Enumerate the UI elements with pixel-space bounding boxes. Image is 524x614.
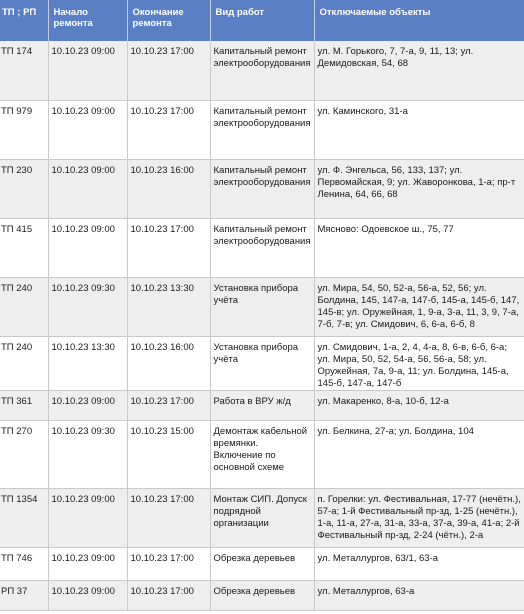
cell-end: 10.10.23 17:00 [127, 488, 210, 547]
cell-work-type: Капитальный ремонт электрооборудования [210, 41, 314, 100]
header-objects: Отключаемые объекты [314, 0, 524, 41]
cell-start: 10.10.23 09:00 [48, 100, 127, 159]
objects-line: Фестивальный пр-зд, 2-24 (чётн.), 2-а [317, 529, 484, 541]
cell-work-type: Капитальный ремонт электрооборудования [210, 159, 314, 218]
objects-line: ул. Металлургов, 63-а [317, 585, 415, 597]
cell-objects [314, 41, 524, 100]
table-row [0, 488, 524, 547]
cell-end: 10.10.23 16:00 [127, 336, 210, 390]
objects-line: ул. Белкина, 27-а; ул. Болдина, 104 [317, 425, 474, 437]
header-work: Вид работ [210, 0, 314, 41]
cell-objects [314, 580, 524, 610]
objects-line: Первомайская, 9; ул. Жаворонкова, 1-а; пр-т [317, 176, 516, 188]
table-row [0, 580, 524, 610]
cell-work-type: Установка прибора учёта [210, 277, 314, 336]
table-row [0, 218, 524, 277]
table-row [0, 336, 524, 390]
objects-line: ул. Металлургов, 63/1, 63-а [317, 552, 439, 564]
cell-tp: ТП 240 [0, 277, 48, 336]
cell-work-type: Обрезка деревьев [210, 547, 314, 580]
cell-tp: ТП 746 [0, 547, 48, 580]
cell-work-type: Капитальный ремонт электрооборудования [210, 218, 314, 277]
objects-line: 7-б, 7-в; ул. Смидович, 6, 6-а, 6-б, 8 [317, 318, 475, 330]
objects-line: ул. Каминского, 31-а [317, 105, 408, 117]
cell-tp: ТП 979 [0, 100, 48, 159]
cell-tp: ТП 361 [0, 390, 48, 420]
cell-tp: ТП 415 [0, 218, 48, 277]
cell-work-type: Монтаж СИП. Допуск подрядной организации [210, 488, 314, 547]
objects-line: ул. Мира, 54, 50, 52-а, 56-а, 52, 56; ул. [317, 282, 487, 294]
objects-line: ул. Ф. Энгельса, 56, 133, 137; ул. [317, 164, 463, 176]
table-row [0, 41, 524, 100]
header-start: Начало ремонта [48, 0, 127, 41]
cell-start: 10.10.23 09:00 [48, 218, 127, 277]
objects-line: 57-а; 1-й Фестивальный пр-зд, 1-25 (нечётн.), [317, 505, 518, 517]
cell-end: 10.10.23 17:00 [127, 390, 210, 420]
objects-line: ул. М. Горького, 7, 7-а, 9, 11, 13; ул. [317, 46, 474, 57]
table-row [0, 390, 524, 420]
cell-objects [314, 159, 524, 218]
cell-end: 10.10.23 15:00 [127, 420, 210, 488]
cell-start: 10.10.23 09:00 [48, 488, 127, 547]
table-row [0, 547, 524, 580]
table-row [0, 277, 524, 336]
cell-end: 10.10.23 17:00 [127, 100, 210, 159]
table-row [0, 100, 524, 159]
header-row [0, 0, 524, 41]
cell-tp: ТП 1354 [0, 488, 48, 547]
cell-work-type: Работа в ВРУ ж/д [210, 390, 314, 420]
cell-objects [314, 100, 524, 159]
objects-line: Ленина, 64, 66, 68 [317, 188, 398, 200]
cell-end: 10.10.23 17:00 [127, 41, 210, 100]
table-row [0, 159, 524, 218]
cell-start: 10.10.23 09:00 [48, 41, 127, 100]
objects-line: Мясново: Одоевское ш., 75, 77 [317, 223, 454, 235]
cell-objects [314, 390, 524, 420]
cell-objects [314, 218, 524, 277]
cell-tp: ТП 230 [0, 159, 48, 218]
cell-objects [314, 488, 524, 547]
cell-start: 10.10.23 09:30 [48, 277, 127, 336]
cell-tp: РП 37 [0, 580, 48, 610]
objects-line: Оружейная, 7а, 9-а, 11; ул. Болдина, 145-а, [317, 365, 509, 377]
cell-end: 10.10.23 17:00 [127, 218, 210, 277]
cell-start: 10.10.23 09:00 [48, 547, 127, 580]
cell-objects [314, 547, 524, 580]
header-tp: ТП ; РП [0, 0, 48, 41]
cell-tp: ТП 270 [0, 420, 48, 488]
cell-start: 10.10.23 09:00 [48, 390, 127, 420]
table-header [0, 0, 524, 41]
cell-work-type: Демонтаж кабельной времянки. Включение по основной схеме [210, 420, 314, 488]
cell-work-type: Установка прибора учёта [210, 336, 314, 390]
cell-work-type: Капитальный ремонт электрооборудования [210, 100, 314, 159]
cell-start: 10.10.23 13:30 [48, 336, 127, 390]
cell-tp: ТП 174 [0, 41, 48, 100]
objects-line: ул. Макаренко, 8-а, 10-б, 12-а [317, 395, 449, 407]
objects-line: 145-в; ул. Оружейная, 1, 9-а, 3-а, 11, 3, 9, 7-а, [317, 306, 519, 318]
objects-line: 1-а, 11-а, 27-а, 31-а, 33-а, 37-а, 39-а, 41-а; 2-й [317, 517, 520, 529]
objects-line: 145-б, 147-а, 147-б [317, 377, 402, 389]
objects-line: Болдина, 145, 147-а, 147-б, 145-а, 145-б, 147, [317, 294, 520, 306]
cell-end: 10.10.23 17:00 [127, 580, 210, 610]
cell-work-type: Обрезка деревьев [210, 580, 314, 610]
table-body [0, 41, 524, 610]
table-row [0, 420, 524, 488]
cell-end: 10.10.23 17:00 [127, 547, 210, 580]
objects-line: ул. Мира, 50, 52, 54-а, 56, 56-а, 58; ул. [317, 353, 487, 365]
cell-objects [314, 277, 524, 336]
header-end: Окончание ремонта [127, 0, 210, 41]
objects-line: п. Горелки: ул. Фестивальная, 17-77 (нечётн.), [317, 493, 521, 505]
objects-line: ул. Смидович, 1-а, 2, 4, 4-а, 8, 6-в, 6-б, 6-а; [317, 341, 507, 353]
cell-objects [314, 336, 524, 390]
cell-tp: ТП 240 [0, 336, 48, 390]
cell-start: 10.10.23 09:00 [48, 159, 127, 218]
cell-start: 10.10.23 09:00 [48, 580, 127, 610]
cell-objects [314, 420, 524, 488]
cell-end: 10.10.23 16:00 [127, 159, 210, 218]
objects-line: Демидовская, 54, 68 [317, 58, 409, 69]
cell-end: 10.10.23 13:30 [127, 277, 210, 336]
cell-start: 10.10.23 09:30 [48, 420, 127, 488]
